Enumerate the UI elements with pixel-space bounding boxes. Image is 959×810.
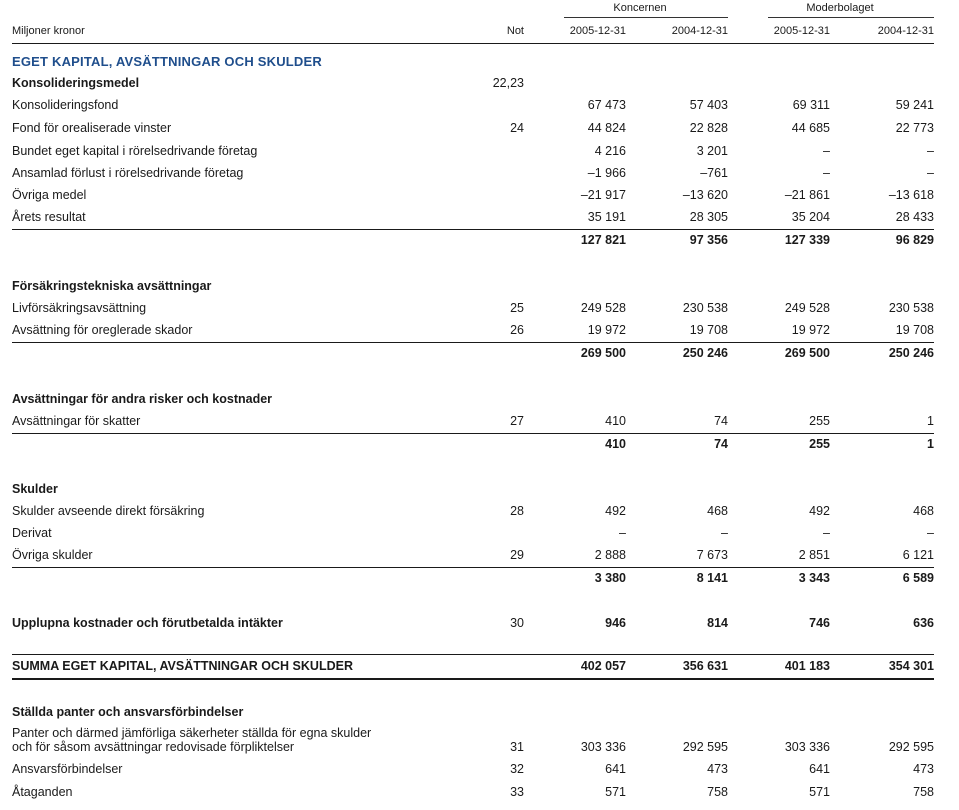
subtotal-value: 8 141 xyxy=(696,571,728,585)
cell-value: 35 191 xyxy=(587,210,626,224)
cell-value: 22 773 xyxy=(895,121,934,135)
cell-value: 4 216 xyxy=(594,144,626,158)
cell-value: 636 xyxy=(913,616,934,630)
cell-value: 303 336 xyxy=(580,740,626,754)
cell-value: 473 xyxy=(913,762,934,776)
note-ref: 28 xyxy=(510,504,524,518)
cell-value: – xyxy=(721,526,728,540)
cell-value: 67 473 xyxy=(587,98,626,112)
grand-total-value: 354 301 xyxy=(888,659,934,673)
cell-value: 59 241 xyxy=(895,98,934,112)
header-rule xyxy=(12,43,934,44)
subtotal-rule xyxy=(12,433,934,434)
cell-value: – xyxy=(927,166,934,180)
row-label: Åtaganden xyxy=(12,785,73,799)
cell-value: –761 xyxy=(700,166,728,180)
cell-value: 74 xyxy=(714,414,728,428)
cell-value: – xyxy=(927,144,934,158)
cell-value: 2 888 xyxy=(594,548,626,562)
note-ref: 26 xyxy=(510,323,524,337)
cell-value: –13 620 xyxy=(682,188,728,202)
grand-total-value: 402 057 xyxy=(580,659,626,673)
cell-value: 7 673 xyxy=(696,548,728,562)
total-rule-top xyxy=(12,654,934,655)
row-label: Övriga medel xyxy=(12,188,87,202)
row-label: Skulder avseende direkt försäkring xyxy=(12,504,205,518)
subtotal-value: 127 339 xyxy=(784,233,830,247)
cell-value: 410 xyxy=(605,414,626,428)
cell-value: 2 851 xyxy=(798,548,830,562)
column-header: 2005-12-31 xyxy=(773,25,830,37)
cell-value: –21 861 xyxy=(784,188,830,202)
note-ref: 33 xyxy=(510,785,524,799)
cell-value: – xyxy=(927,526,934,540)
cell-value: 303 336 xyxy=(784,740,830,754)
section-title: EGET KAPITAL, AVSÄTTNINGAR OCH SKULDER xyxy=(12,54,322,69)
subtotal-value: 97 356 xyxy=(689,233,728,247)
note-ref: 24 xyxy=(510,121,524,135)
column-header: 2004-12-31 xyxy=(877,25,934,37)
cell-value: 758 xyxy=(707,785,728,799)
row-label: Bundet eget kapital i rörelsedrivande företag xyxy=(12,144,258,158)
cell-value: 35 204 xyxy=(791,210,830,224)
row-label: Avsättningar för skatter xyxy=(12,414,141,428)
cell-value: 19 972 xyxy=(587,323,626,337)
group-heading: Försäkringstekniska avsättningar xyxy=(12,279,212,293)
subtotal-value: 6 589 xyxy=(902,571,934,585)
row-label: Avsättning för oreglerade skador xyxy=(12,323,193,337)
row-label: Upplupna kostnader och förutbetalda intäkter xyxy=(12,616,283,630)
subtotal-value: 250 246 xyxy=(682,346,728,360)
cell-value: 814 xyxy=(707,616,728,630)
cell-value: –13 618 xyxy=(888,188,934,202)
cell-value: –21 917 xyxy=(580,188,626,202)
subtotal-value: 3 380 xyxy=(594,571,626,585)
row-label: Konsolideringsfond xyxy=(12,98,119,112)
subtotal-value: 1 xyxy=(927,437,934,451)
grand-total-value: 356 631 xyxy=(682,659,728,673)
cell-value: 468 xyxy=(707,504,728,518)
cell-value: 492 xyxy=(605,504,626,518)
column-header: 2005-12-31 xyxy=(569,25,626,37)
row-label: Ansvarsförbindelser xyxy=(12,762,123,776)
cell-value: 641 xyxy=(605,762,626,776)
cell-value: 19 708 xyxy=(895,323,934,337)
group-heading: Ställda panter och ansvarsförbindelser xyxy=(12,705,244,719)
group-underline-koncernen xyxy=(564,17,728,18)
group-header-moderbolaget: Moderbolaget xyxy=(806,2,874,14)
subtotal-value: 255 xyxy=(809,437,830,451)
cell-value: 1 xyxy=(927,414,934,428)
note-ref: 29 xyxy=(510,548,524,562)
cell-value: 292 595 xyxy=(888,740,934,754)
unit-label: Miljoner kronor xyxy=(12,25,85,37)
cell-value: 758 xyxy=(913,785,934,799)
cell-value: 19 972 xyxy=(791,323,830,337)
row-label: Derivat xyxy=(12,526,52,540)
grand-total-label: SUMMA EGET KAPITAL, AVSÄTTNINGAR OCH SKULDER xyxy=(12,659,353,673)
cell-value: 249 528 xyxy=(580,301,626,315)
group-heading: Konsolideringsmedel xyxy=(12,76,140,90)
subtotal-rule xyxy=(12,342,934,343)
cell-value: 292 595 xyxy=(682,740,728,754)
cell-value: 28 433 xyxy=(895,210,934,224)
cell-value: 746 xyxy=(809,616,830,630)
subtotal-value: 74 xyxy=(714,437,728,451)
subtotal-value: 410 xyxy=(605,437,626,451)
note-ref: 25 xyxy=(510,301,524,315)
note-ref: 27 xyxy=(510,414,524,428)
cell-value: – xyxy=(823,144,830,158)
cell-value: – xyxy=(823,166,830,180)
subtotal-value: 3 343 xyxy=(798,571,830,585)
group-heading: Avsättningar för andra risker och kostnader xyxy=(12,392,273,406)
cell-value: 230 538 xyxy=(888,301,934,315)
subtotal-value: 96 829 xyxy=(895,233,934,247)
note-ref: 22,23 xyxy=(492,76,524,90)
note-ref: 30 xyxy=(510,616,524,630)
row-label-line: Panter och därmed jämförliga säkerheter ställda för egna skulder xyxy=(12,726,372,740)
cell-value: 19 708 xyxy=(689,323,728,337)
subtotal-value: 269 500 xyxy=(580,346,626,360)
cell-value: –1 966 xyxy=(587,166,626,180)
cell-value: 57 403 xyxy=(689,98,728,112)
cell-value: 473 xyxy=(707,762,728,776)
cell-value: 249 528 xyxy=(784,301,830,315)
cell-value: – xyxy=(823,526,830,540)
cell-value: 28 305 xyxy=(689,210,728,224)
subtotal-rule xyxy=(12,229,934,230)
total-rule-bottom xyxy=(12,678,934,680)
cell-value: 468 xyxy=(913,504,934,518)
row-label: Fond för orealiserade vinster xyxy=(12,121,172,135)
column-header: 2004-12-31 xyxy=(671,25,728,37)
subtotal-rule xyxy=(12,567,934,568)
row-label: Övriga skulder xyxy=(12,548,93,562)
cell-value: 230 538 xyxy=(682,301,728,315)
cell-value: 641 xyxy=(809,762,830,776)
subtotal-value: 127 821 xyxy=(580,233,626,247)
cell-value: 492 xyxy=(809,504,830,518)
cell-value: – xyxy=(619,526,626,540)
cell-value: 69 311 xyxy=(792,98,830,112)
cell-value: 44 685 xyxy=(791,121,830,135)
not-column-header: Not xyxy=(506,25,524,37)
group-header-koncernen: Koncernen xyxy=(613,2,667,14)
grand-total-value: 401 183 xyxy=(784,659,830,673)
cell-value: 946 xyxy=(605,616,626,630)
group-underline-moderbolaget xyxy=(768,17,934,18)
cell-value: 571 xyxy=(605,785,626,799)
cell-value: 44 824 xyxy=(587,121,626,135)
row-label-line: och för såsom avsättningar redovisade förpliktelser xyxy=(12,740,295,754)
cell-value: 22 828 xyxy=(689,121,728,135)
note-ref: 31 xyxy=(510,740,524,754)
row-label: Livförsäkringsavsättning xyxy=(12,301,147,315)
row-label: Ansamlad förlust i rörelsedrivande företag xyxy=(12,166,244,180)
row-label xyxy=(12,726,371,754)
cell-value: 255 xyxy=(809,414,830,428)
row-label: Årets resultat xyxy=(12,210,86,224)
cell-value: 571 xyxy=(809,785,830,799)
subtotal-value: 269 500 xyxy=(784,346,830,360)
subtotal-value: 250 246 xyxy=(888,346,934,360)
cell-value: 6 121 xyxy=(902,548,934,562)
cell-value: 3 201 xyxy=(696,144,728,158)
group-heading: Skulder xyxy=(12,482,58,496)
note-ref: 32 xyxy=(510,762,524,776)
